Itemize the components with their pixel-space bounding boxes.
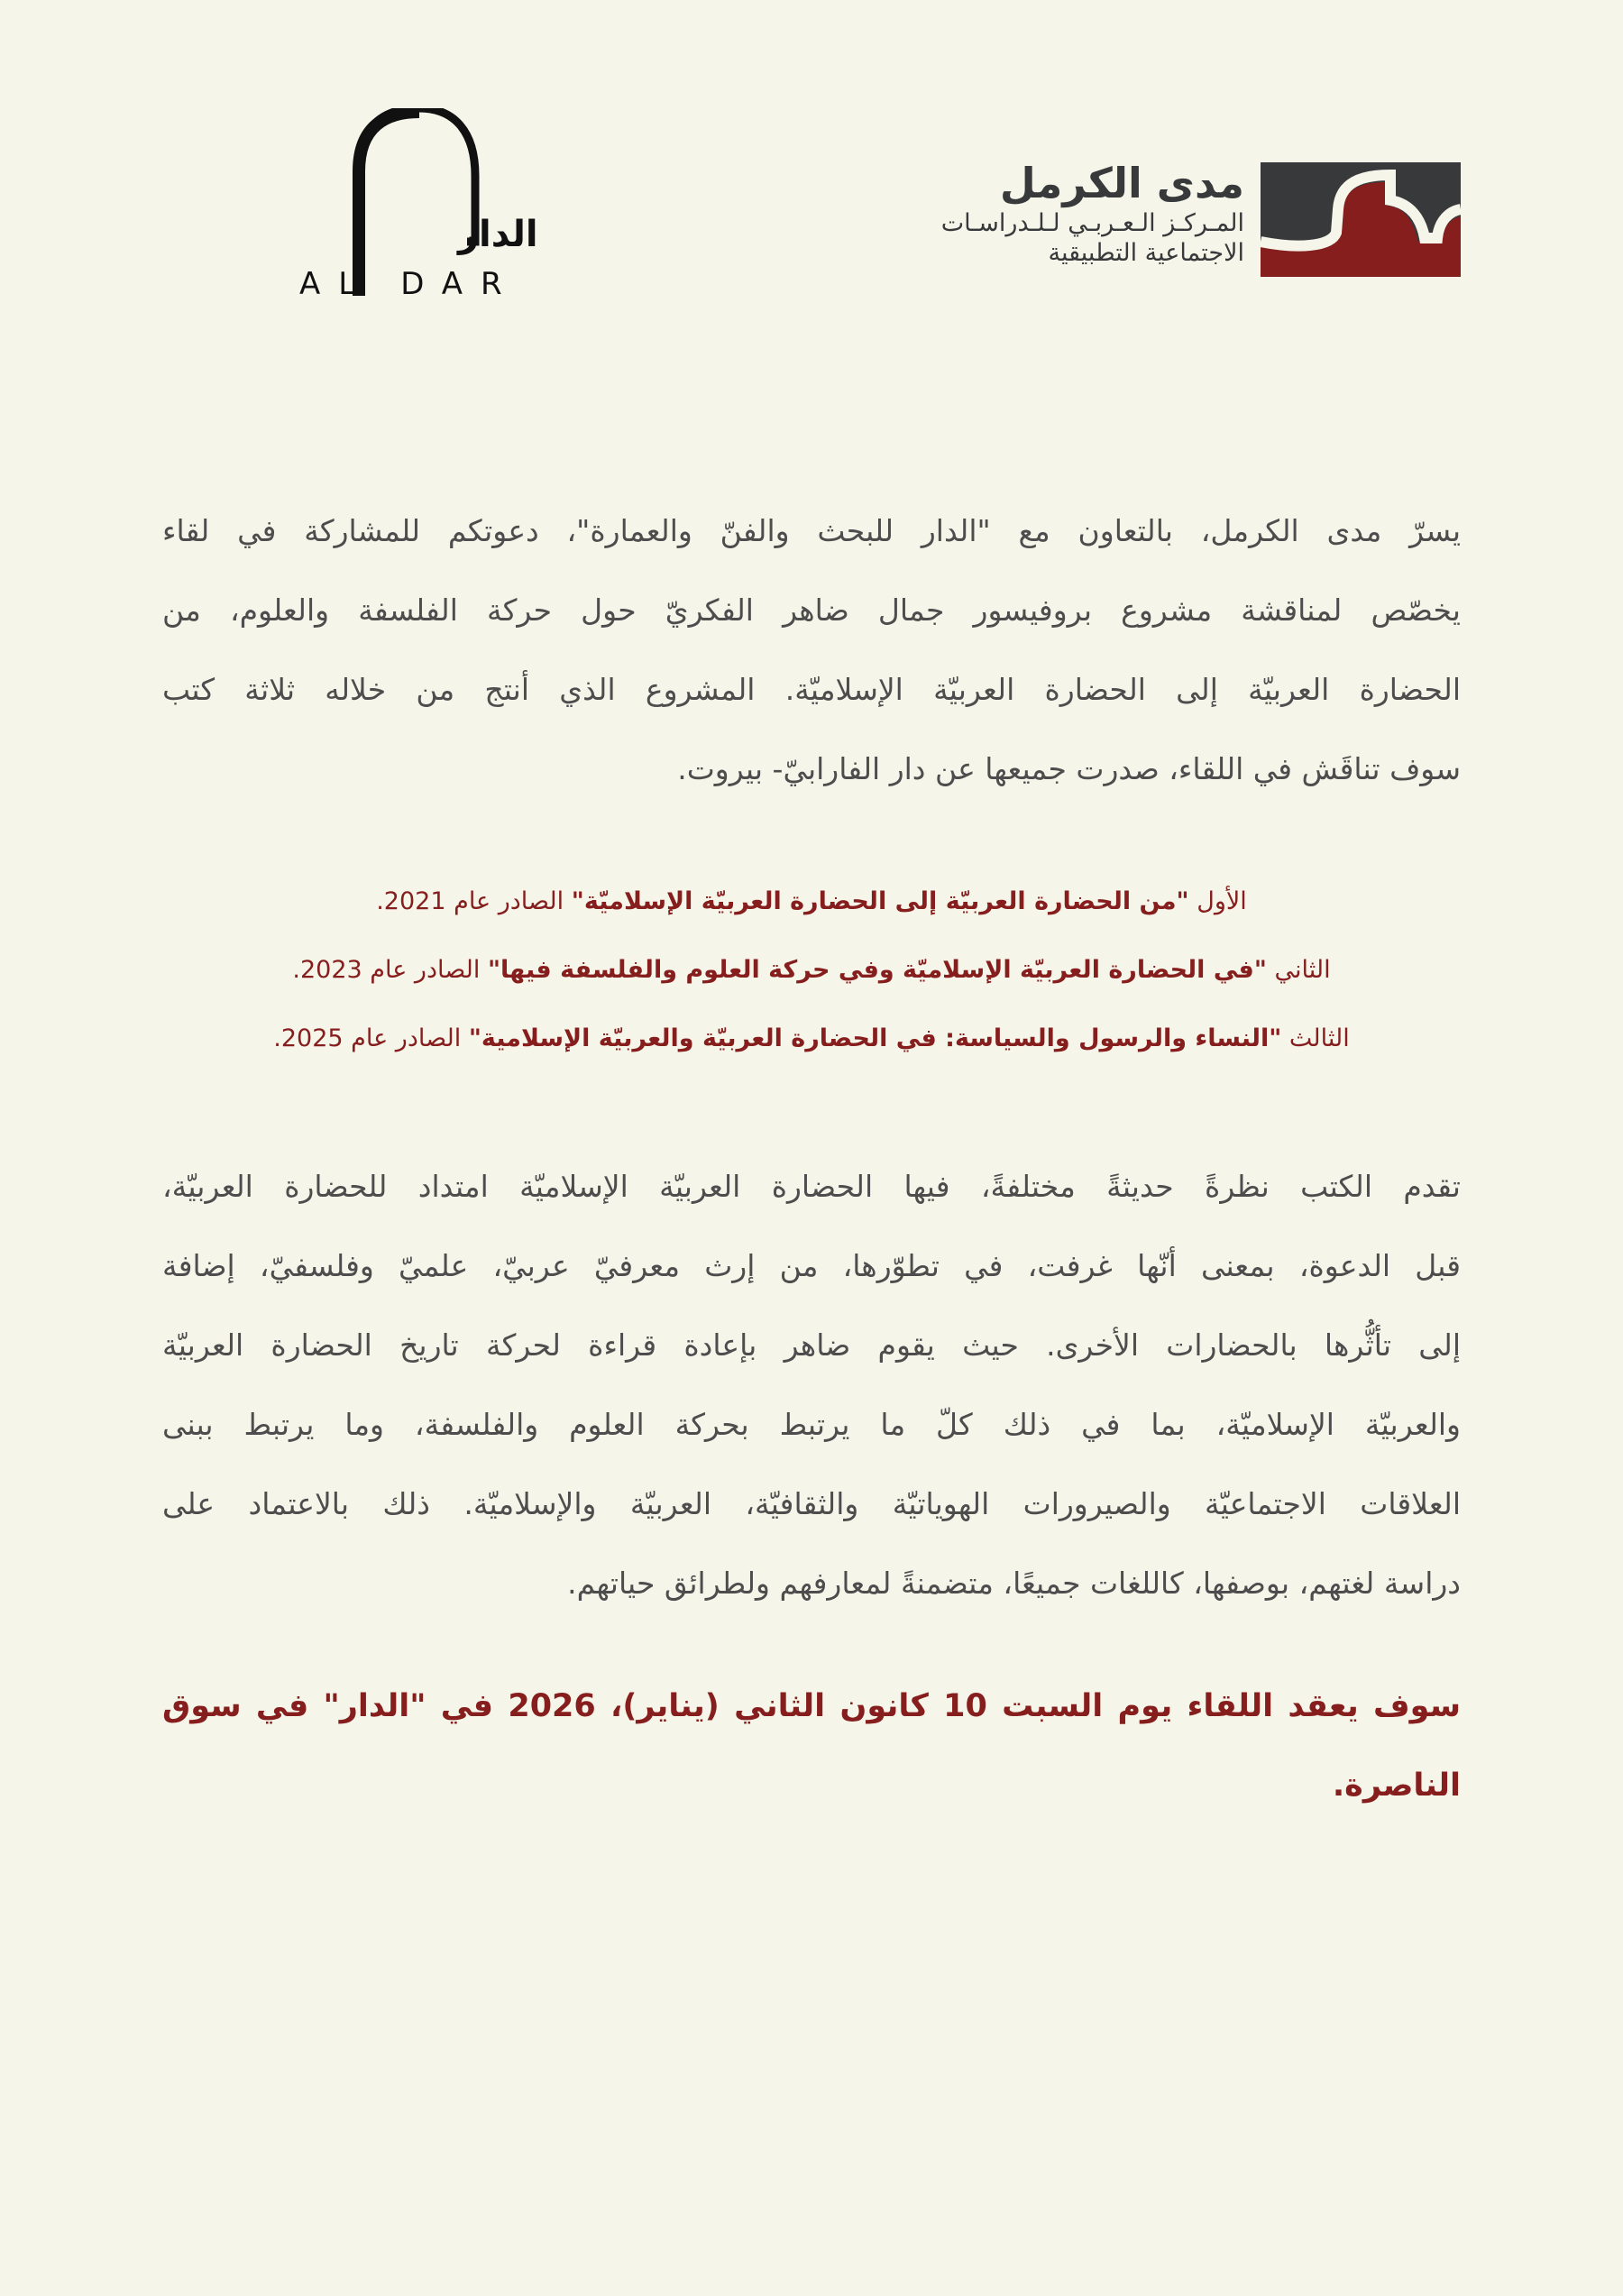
book-title: "النساء والرسول والسياسة: في الحضارة العربيّة والعربيّة الإسلامية" [468, 1024, 1282, 1052]
description-line: قبل الدعوة، بمعنى أنّها غرفت، في تطوّرها، من إرث معرفيّ عربيّ، علميّ وفلسفيّ، إضافة [162, 1248, 1461, 1283]
description-line: العلاقات الاجتماعيّة والصيرورات الهوياتيّة والثقافيّة، العربيّة والإسلاميّة. ذلك بالاعتماد على [162, 1486, 1461, 1521]
book-ordinal: الأول [1197, 887, 1247, 915]
book-ordinal: الثالث [1288, 1024, 1350, 1052]
intro-paragraph [162, 491, 1461, 809]
aldar-latin-wordmark [299, 266, 520, 302]
aldar-latin-left: AL [299, 266, 374, 302]
book-ordinal: الثاني [1274, 956, 1331, 984]
intro-line: يسرّ مدى الكرمل، بالتعاون مع "الدار للبحث والفنّ والعمارة"، دعوتكم للمشاركة في لقاء [162, 513, 1461, 548]
book-published: الصادر عام 2023. [292, 956, 481, 984]
aldar-logo [289, 108, 550, 307]
event-details-line: سوف يعقد اللقاء يوم السبت 10 كانون الثاني (يناير)، 2026 في "الدار" في سوق [162, 1688, 1462, 1724]
description-line: والعربيّة الإسلاميّة، بما في ذلك كلّ ما يرتبط بحركة العلوم والفلسفة، وما يرتبط ببنى [162, 1407, 1461, 1442]
mada-carmel-name: مدى الكرمل [999, 159, 1244, 207]
book-published: الصادر عام 2025. [273, 1024, 462, 1052]
mada-carmel-subtitle-2: الاجتماعية التطبيقية [1048, 239, 1244, 267]
intro-line: الحضارة العربيّة إلى الحضارة العربيّة الإسلاميّة. المشروع الذي أنتج من خلاله ثلاثة كتب [162, 672, 1461, 707]
aldar-latin-right: DAR [400, 266, 520, 302]
aldar-latin-gap [373, 269, 400, 299]
mada-carmel-subtitle-1: المـركـز الـعـربـي لـلـدراسـات [940, 209, 1244, 237]
books-list [162, 868, 1461, 1073]
book-title: "من الحضارة العربيّة إلى الحضارة العربيّة الإسلاميّة" [571, 887, 1189, 915]
book-item [162, 936, 1461, 1005]
intro-line: يخصّص لمناقشة مشروع بروفيسور جمال ضاهر الفكريّ حول حركة الفلسفة والعلوم، من [162, 592, 1461, 628]
mada-carmel-wordmark [941, 158, 1244, 268]
book-item [162, 868, 1461, 936]
event-details [162, 1667, 1461, 1825]
book-title: "في الحضارة العربيّة الإسلاميّة وفي حركة العلوم والفلسفة فيها" [487, 956, 1267, 984]
intro-line: سوف تناقَش في اللقاء، صدرت جميعها عن دار الفارابيّ- بيروت. [677, 751, 1461, 786]
aldar-arabic-wordmark: الدار [458, 214, 538, 255]
mada-carmel-emblem-icon [1261, 162, 1461, 277]
description-paragraph [162, 1147, 1461, 1623]
description-line: إلى تأثُّرها بالحضارات الأخرى. حيث يقوم ضاهر بإعادة قراءة لحركة تاريخ الحضارة العربيّة [162, 1327, 1461, 1363]
description-line: دراسة لغتهم، بوصفها، كاللغات جميعًا، متضمنةً لمعارفهم ولطرائق حياتهم. [567, 1566, 1461, 1601]
mada-carmel-logo [893, 158, 1461, 280]
book-published: الصادر عام 2021. [376, 887, 564, 915]
description-line: تقدم الكتب نظرةً حديثةً مختلفةً، فيها الحضارة العربيّة الإسلاميّة امتداد للحضارة العربيّة، [162, 1169, 1461, 1204]
event-details-line: الناصرة. [1332, 1768, 1461, 1804]
book-item [162, 1005, 1461, 1073]
